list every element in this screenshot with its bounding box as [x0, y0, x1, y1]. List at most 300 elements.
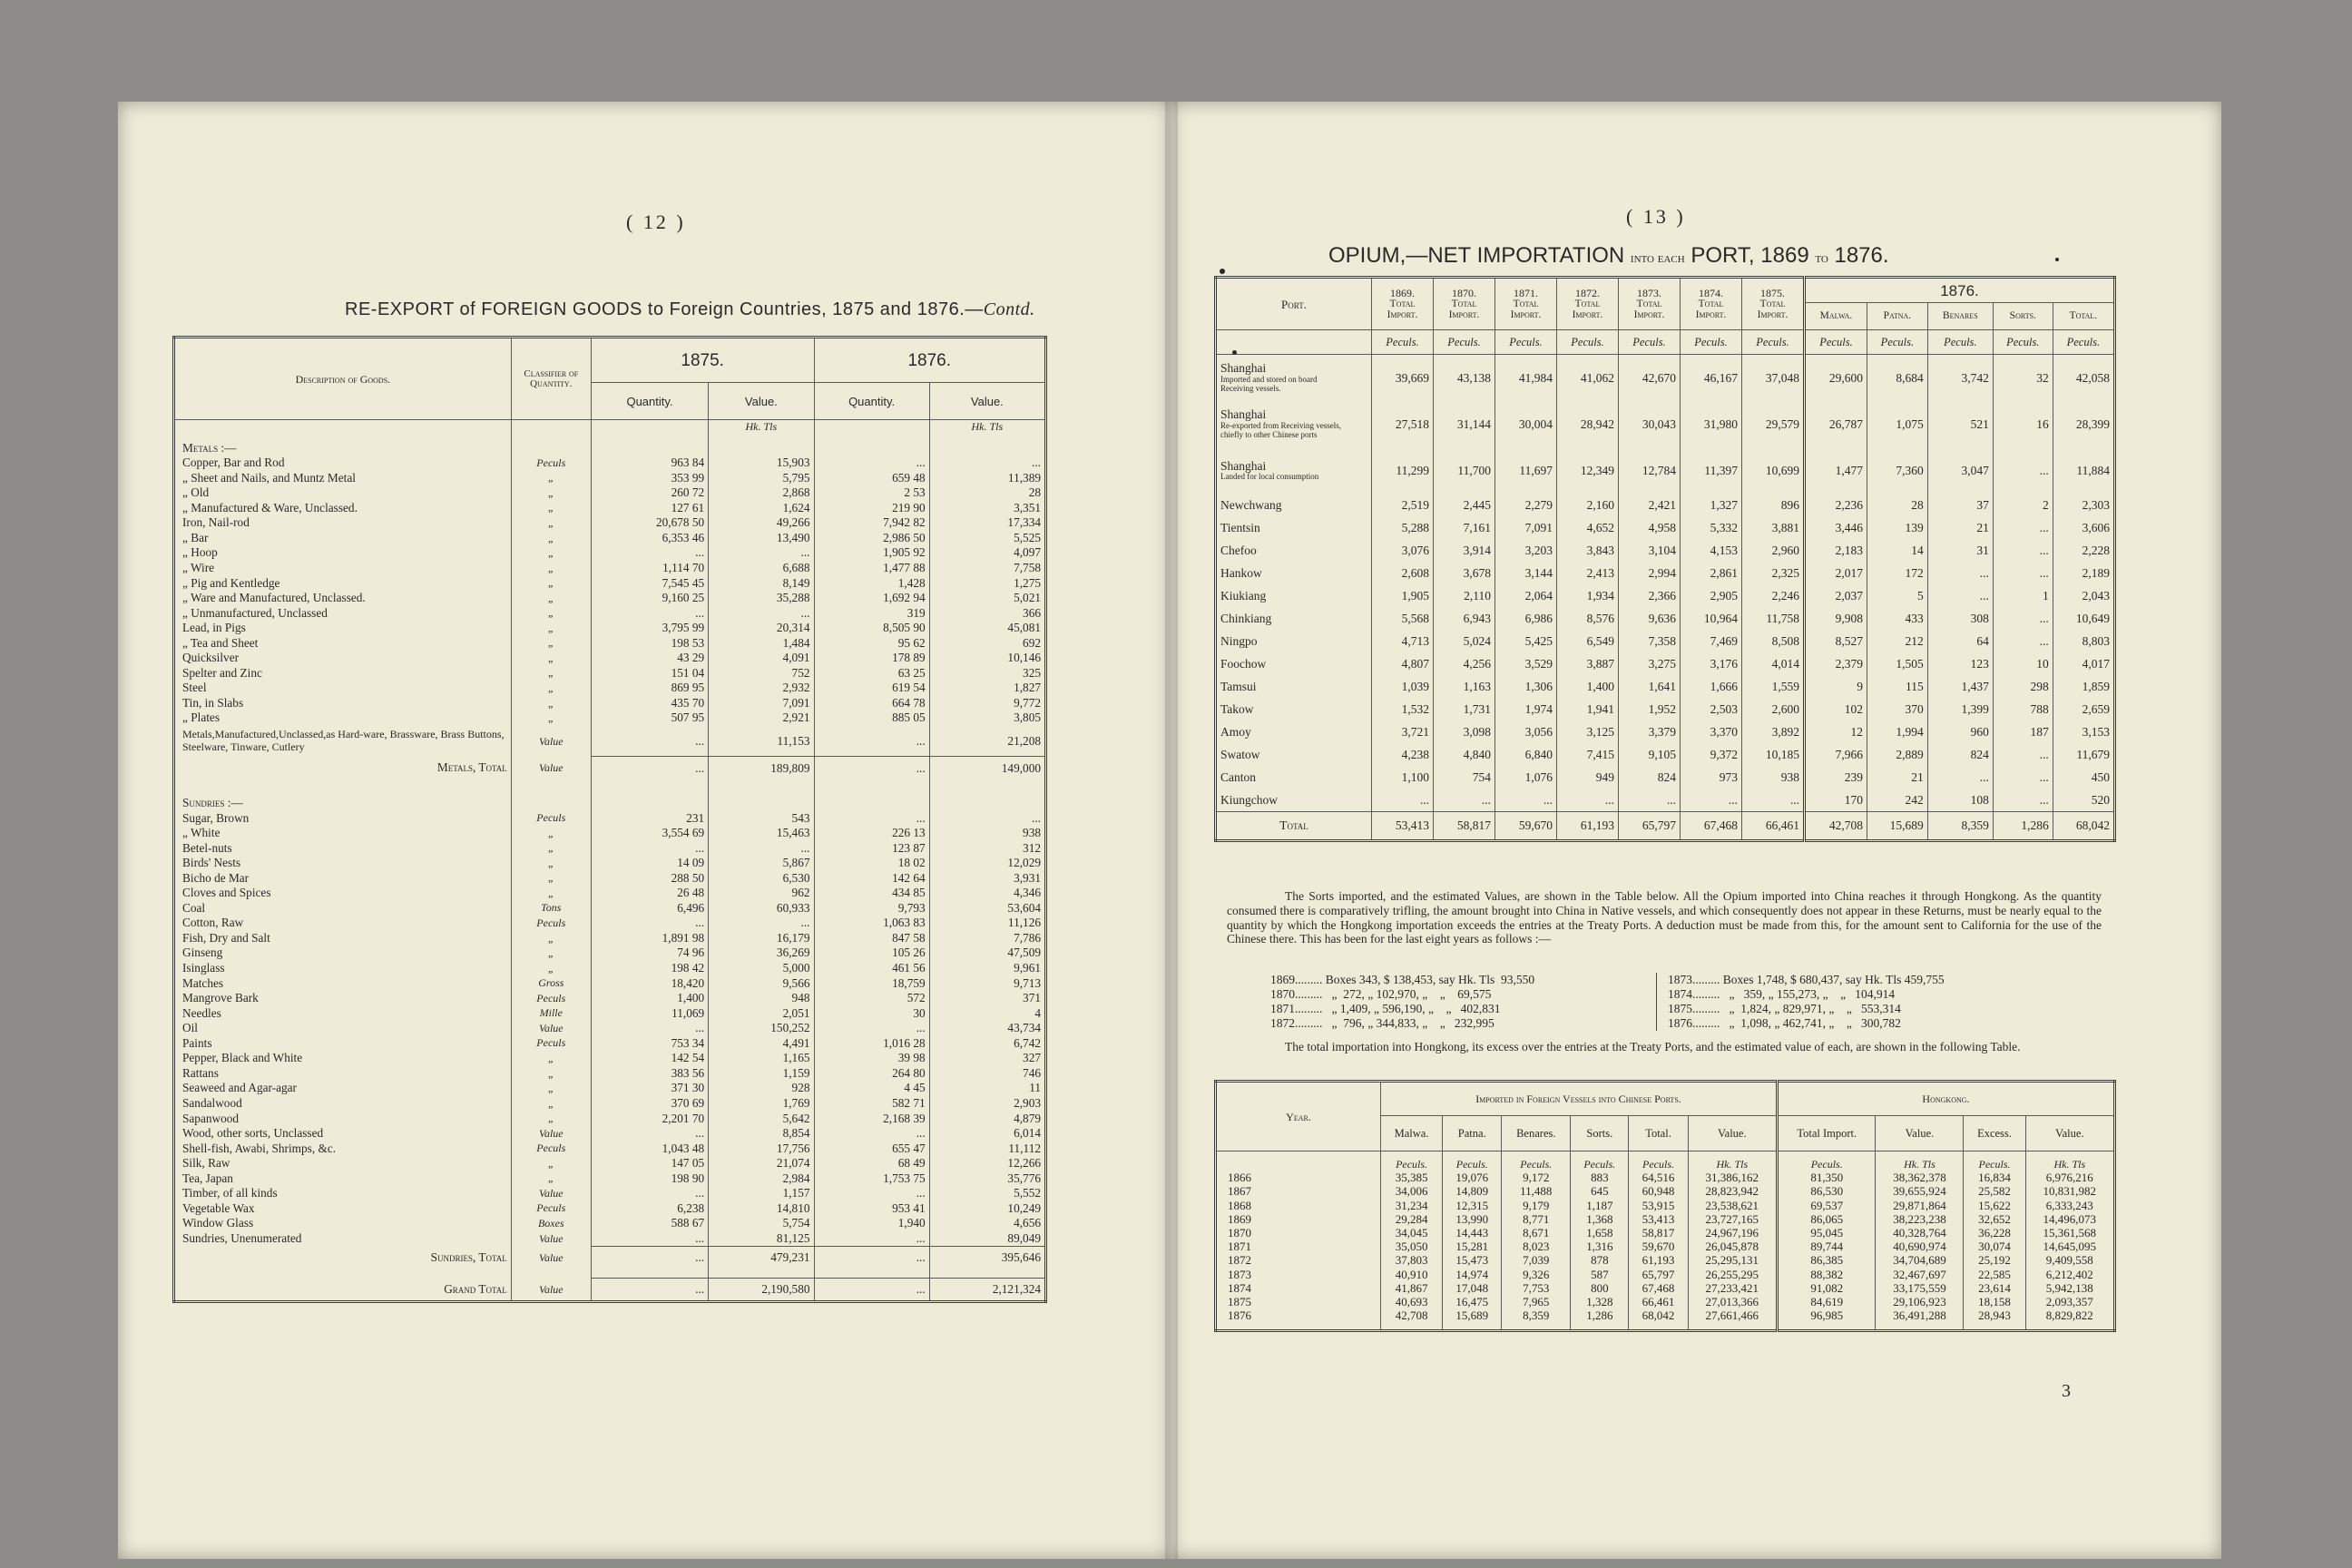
port-value: 1,731 [1434, 698, 1495, 720]
port-name-cell [1216, 562, 1372, 584]
sub-header-imported-2: Benares. [1502, 1116, 1571, 1152]
table-row [1216, 1199, 2115, 1212]
port-value: 450 [2053, 766, 2114, 789]
row-classifier: Value [511, 757, 591, 779]
units-row [1216, 1152, 2115, 1171]
row-qty-1875: 6,238 [591, 1200, 708, 1216]
row-val-1876: 21,208 [929, 725, 1045, 757]
port-value: 30,043 [1619, 401, 1681, 447]
port-value: 520 [2053, 789, 2114, 812]
port-value: 115 [1867, 675, 1927, 698]
row-classifier: „ [511, 470, 591, 485]
port-value: 11,697 [1495, 447, 1557, 494]
table-row [174, 1141, 1046, 1156]
port-value: 3,076 [1372, 539, 1434, 562]
port-name-cell [1216, 698, 1372, 720]
port-value: 4,153 [1681, 539, 1742, 562]
spacer-row [174, 779, 1046, 788]
row-val-1875: 5,000 [709, 960, 814, 975]
port-value: 10 [1993, 652, 2053, 675]
year-value: 29,284 [1381, 1212, 1443, 1226]
row-classifier: „ [511, 1081, 591, 1096]
row-description: Spelter and Zinc [182, 665, 262, 680]
row-classifier: „ [511, 695, 591, 710]
hongkong-table [1214, 1080, 2116, 1332]
row-classifier: Peculs [511, 916, 591, 931]
port-name-cell [1216, 516, 1372, 539]
row-val-1876: 6,742 [929, 1035, 1045, 1051]
table-row [1216, 698, 2115, 720]
port-name: Foochow [1220, 656, 1267, 671]
year-value: 1,187 [1571, 1199, 1629, 1212]
port-value: 7,415 [1557, 743, 1619, 766]
port-value: 2,519 [1372, 494, 1434, 516]
row-val-1876: 47,509 [929, 946, 1045, 961]
port-value: 8,508 [1742, 630, 1805, 652]
port-value: 3,843 [1557, 539, 1619, 562]
year-value: 40,328,764 [1876, 1226, 1964, 1240]
port-value: 7,161 [1434, 516, 1495, 539]
row-val-1876: 9,961 [929, 960, 1045, 975]
year-value: 6,976,216 [2025, 1171, 2114, 1184]
row-val-1875: ... [709, 545, 814, 561]
port-name: Ningpo [1220, 633, 1258, 648]
row-val-1875: 2,868 [709, 485, 814, 501]
row-qty-1875: 43 29 [591, 651, 708, 666]
year-value: 7,039 [1502, 1253, 1571, 1267]
row-val-1875: 81,125 [709, 1230, 814, 1246]
port-value: 3,144 [1495, 562, 1557, 584]
year-value: 8,671 [1502, 1226, 1571, 1240]
row-description: Seaweed and Agar-agar [182, 1081, 297, 1095]
row-qty-1876: 63 25 [814, 665, 929, 681]
row-val-1875: 8,149 [709, 575, 814, 591]
table-row [174, 456, 1046, 471]
row-val-1875: 49,266 [709, 515, 814, 531]
table-row [174, 870, 1046, 886]
year-value: 18,158 [1964, 1295, 2025, 1308]
row-description: Grand Total [444, 1281, 507, 1296]
row-qty-1876: 142 64 [814, 870, 929, 886]
header-hongkong-group: Hongkong. [1777, 1082, 2114, 1116]
port-value: 3,153 [2053, 720, 2114, 743]
port-value: 3,104 [1619, 539, 1681, 562]
year-value: 39,655,924 [1876, 1184, 1964, 1198]
port-name: Hankow [1220, 565, 1262, 580]
row-description: „ Old [182, 485, 210, 500]
table-row [1216, 607, 2115, 630]
unit-label: Peculs. [1372, 330, 1434, 355]
row-val-1876: 366 [929, 605, 1045, 621]
row-description: Ginseng [182, 946, 223, 960]
units-row [1216, 330, 2115, 355]
port-value: 5,425 [1495, 630, 1557, 652]
title-part-d: to [1815, 251, 1828, 266]
row-qty-1875: 6,496 [591, 900, 708, 916]
book-spine [1165, 102, 1178, 1559]
row-val-1876: 11,389 [929, 470, 1045, 485]
port-value: 3,275 [1619, 652, 1681, 675]
port-value: 1,076 [1495, 766, 1557, 789]
unit-label: Peculs. [1629, 1152, 1688, 1171]
row-val-1875: 1,159 [709, 1065, 814, 1081]
row-val-1875: 5,754 [709, 1216, 814, 1231]
port-value: 10,699 [1742, 447, 1805, 494]
year-value: 36,491,288 [1876, 1308, 1964, 1322]
row-qty-1876: 1,063 83 [814, 916, 929, 931]
port-value: 1,327 [1681, 494, 1742, 516]
port-value: 2,064 [1495, 584, 1557, 607]
table-row [1216, 1240, 2115, 1253]
row-val-1875: 11,153 [709, 725, 814, 757]
port-value: 4,014 [1742, 652, 1805, 675]
row-description: Tea, Japan [182, 1171, 233, 1185]
port-value: 16 [1993, 401, 2053, 447]
port-value: 3,742 [1927, 355, 1993, 402]
row-qty-1876: 9,793 [814, 900, 929, 916]
year-value: 28,943 [1964, 1308, 2025, 1322]
unit-label: Peculs. [1434, 330, 1495, 355]
row-qty-1876: 572 [814, 991, 929, 1006]
row-val-1875: 2,932 [709, 681, 814, 696]
port-value: 1,994 [1867, 720, 1927, 743]
port-value: 31 [1927, 539, 1993, 562]
row-description: Vegetable Wax [182, 1200, 255, 1215]
year-value: 15,361,568 [2025, 1226, 2114, 1240]
row-description: „ Manufactured & Ware, Unclassed. [182, 500, 358, 514]
header-year-6 [1742, 278, 1805, 330]
row-qty-1876: ... [814, 1125, 929, 1141]
year-value: 32,652 [1964, 1212, 2025, 1226]
year-cell: 1876 [1228, 1308, 1251, 1323]
row-qty-1875: 151 04 [591, 665, 708, 681]
row-qty-1875: 353 99 [591, 470, 708, 485]
port-value: 370 [1867, 698, 1927, 720]
row-qty-1875: ... [591, 1186, 708, 1201]
row-val-1876: 43,734 [929, 1021, 1045, 1036]
row-qty-1875: 198 53 [591, 635, 708, 651]
year-value: 15,689 [1443, 1308, 1502, 1322]
year-label: 1870. [1452, 286, 1476, 299]
print-speck [1232, 350, 1237, 355]
port-value: ... [1993, 743, 2053, 766]
row-qty-1875: 753 34 [591, 1035, 708, 1051]
header-1876: 1876. [1805, 278, 2115, 303]
header-val-1876: Value. [929, 383, 1045, 420]
row-val-1875: 1,165 [709, 1051, 814, 1066]
row-qty-1875: 288 50 [591, 870, 708, 886]
row-qty-1875: 18,420 [591, 975, 708, 991]
table-row [174, 930, 1046, 946]
row-classifier: „ [511, 651, 591, 666]
year-value: 35,385 [1381, 1171, 1443, 1184]
row-qty-1875: 11,069 [591, 1005, 708, 1021]
port-value: 3,047 [1927, 447, 1993, 494]
title-part-e: 1876. [1834, 243, 1889, 268]
year-value: 645 [1571, 1184, 1629, 1198]
table-row [174, 1111, 1046, 1126]
row-val-1876: 312 [929, 840, 1045, 856]
port-value: 4,238 [1372, 743, 1434, 766]
year-value: 25,582 [1964, 1184, 2025, 1198]
table-row [174, 470, 1046, 485]
table-row [174, 975, 1046, 991]
year-value: 1,316 [1571, 1240, 1629, 1253]
row-description: „ Ware and Manufactured, Unclassed. [182, 591, 366, 605]
port-value: 1,974 [1495, 698, 1557, 720]
row-classifier: „ [511, 575, 591, 591]
row-val-1876: 149,000 [929, 757, 1045, 779]
row-qty-1875: ... [591, 757, 708, 779]
table-row [1216, 1184, 2115, 1198]
year-value: 6,212,402 [2025, 1268, 2114, 1281]
port-value: 21 [1867, 766, 1927, 789]
port-value: 2,413 [1557, 562, 1619, 584]
row-qty-1875: ... [591, 1230, 708, 1246]
unit-label: Peculs. [1681, 330, 1742, 355]
row-val-1875: 16,179 [709, 930, 814, 946]
row-qty-1876: 461 56 [814, 960, 929, 975]
row-qty-1875: ... [591, 1021, 708, 1036]
port-value: ... [1434, 789, 1495, 812]
total-value: 68,042 [2053, 812, 2114, 841]
row-val-1875: 20,314 [709, 621, 814, 636]
port-value: ... [1993, 539, 2053, 562]
row-val-1875: 8,854 [709, 1125, 814, 1141]
year-value: 16,834 [1964, 1171, 2025, 1184]
table-row [1216, 355, 2115, 402]
row-val-1875: 1,157 [709, 1186, 814, 1201]
row-val-1875: 2,921 [709, 710, 814, 726]
port-value: 521 [1927, 401, 1993, 447]
row-description: Matches [182, 975, 224, 990]
port-name: Swatow [1220, 747, 1260, 761]
row-val-1875: 1,484 [709, 635, 814, 651]
table-row [174, 886, 1046, 901]
row-qty-1876: 1,428 [814, 575, 929, 591]
table-row [174, 757, 1046, 779]
row-description: Sapanwood [182, 1111, 240, 1125]
row-qty-1875: 1,400 [591, 991, 708, 1006]
port-value: 3,606 [2053, 516, 2114, 539]
port-value: 2,303 [2053, 494, 2114, 516]
port-value: 37,048 [1742, 355, 1805, 402]
row-classifier: Value [511, 1278, 591, 1301]
row-qty-1876: 18 02 [814, 856, 929, 871]
year-value: 1,658 [1571, 1226, 1629, 1240]
row-val-1876: 327 [929, 1051, 1045, 1066]
port-name-cell [1216, 675, 1372, 698]
row-val-1876: 4,879 [929, 1111, 1045, 1126]
header-val-1875: Value. [709, 383, 814, 420]
row-qty-1876: ... [814, 1278, 929, 1301]
row-qty-1876: 18,759 [814, 975, 929, 991]
table-row [174, 1216, 1046, 1231]
title-part-b: into each [1630, 251, 1685, 266]
row-val-1876: 2,121,324 [929, 1278, 1045, 1301]
row-classifier: Peculs [511, 1200, 591, 1216]
header-qty-1876: Quantity. [814, 383, 929, 420]
year-value: 14,974 [1443, 1268, 1502, 1281]
row-description: Paints [182, 1035, 212, 1050]
year-cell: 1871 [1228, 1240, 1251, 1254]
sub-header-imported-1: Patna. [1443, 1116, 1502, 1152]
year-value: 14,496,073 [2025, 1212, 2114, 1226]
row-val-1875: 6,530 [709, 870, 814, 886]
left-title-text: RE-EXPORT of FOREIGN GOODS to Foreign Countries, 1875 and 1876.— [345, 299, 984, 319]
table-row [174, 485, 1046, 501]
row-qty-1875: 2,201 70 [591, 1111, 708, 1126]
port-value: 3,914 [1434, 539, 1495, 562]
unit-label: Peculs. [1381, 1152, 1443, 1171]
port-value: 41,984 [1495, 355, 1557, 402]
header-description: Description of Goods. [174, 338, 512, 420]
row-qty-1876: ... [814, 1230, 929, 1246]
row-description: Copper, Bar and Rod [182, 456, 285, 470]
year-value: 12,315 [1443, 1199, 1502, 1212]
row-qty-1876: 1,477 88 [814, 560, 929, 575]
total-import-label: Total Import. [1448, 298, 1480, 320]
table-row [174, 1156, 1046, 1171]
sub-header-imported-3: Sorts. [1571, 1116, 1629, 1152]
table-row [174, 1051, 1046, 1066]
table-row [1216, 1212, 2115, 1226]
row-classifier: „ [511, 1171, 591, 1186]
port-value: 788 [1993, 698, 2053, 720]
port-value: 6,986 [1495, 607, 1557, 630]
port-name-cell [1216, 494, 1372, 516]
row-qty-1876: 655 47 [814, 1141, 929, 1156]
table-row [1216, 766, 2115, 789]
row-qty-1875: 20,678 50 [591, 515, 708, 531]
port-value: 4,807 [1372, 652, 1434, 675]
row-qty-1876: 226 13 [814, 825, 929, 840]
table-row [174, 840, 1046, 856]
row-val-1876: 9,713 [929, 975, 1045, 991]
row-qty-1876: 1,905 92 [814, 545, 929, 561]
port-value: 14 [1867, 539, 1927, 562]
unit-label: Peculs. [2053, 330, 2114, 355]
row-qty-1875: 383 56 [591, 1065, 708, 1081]
row-val-1875: 752 [709, 665, 814, 681]
port-value: 8,576 [1557, 607, 1619, 630]
row-qty-1875: 435 70 [591, 695, 708, 710]
unit-label: Peculs. [1571, 1152, 1629, 1171]
row-val-1876: 746 [929, 1065, 1045, 1081]
port-value: 1,075 [1867, 401, 1927, 447]
table-row [174, 946, 1046, 961]
port-value: 31,980 [1681, 401, 1742, 447]
year-value: 5,942,138 [2025, 1281, 2114, 1295]
unit-label: Hk. Tls [2025, 1152, 2114, 1171]
port-value: 1,532 [1372, 698, 1434, 720]
row-classifier: „ [511, 1156, 591, 1171]
row-val-1876: 10,249 [929, 1200, 1045, 1216]
total-value: 67,468 [1681, 812, 1742, 841]
row-description: Iron, Nail-rod [182, 515, 250, 530]
row-val-1875: 2,051 [709, 1005, 814, 1021]
year-cell: 1868 [1228, 1198, 1251, 1212]
table-row [174, 651, 1046, 666]
year-value: 38,362,378 [1876, 1171, 1964, 1184]
port-value: 2,861 [1681, 562, 1742, 584]
year-value: 14,645,095 [2025, 1240, 2114, 1253]
row-val-1875: 962 [709, 886, 814, 901]
row-qty-1875: 1,114 70 [591, 560, 708, 575]
port-value: 9,908 [1805, 607, 1867, 630]
row-qty-1876: 664 78 [814, 695, 929, 710]
year-value: 68,042 [1629, 1308, 1688, 1322]
port-value: 4,840 [1434, 743, 1495, 766]
unit-label: Peculs. [1805, 330, 1867, 355]
port-subtitle: Re-exported from Receiving vessels, chiefly to other Chinese ports [1220, 420, 1341, 440]
row-qty-1875: 3,795 99 [591, 621, 708, 636]
row-qty-1875: 3,554 69 [591, 825, 708, 840]
row-qty-1876: 319 [814, 605, 929, 621]
port-value: 3,176 [1681, 652, 1742, 675]
table-row [174, 1171, 1046, 1186]
row-qty-1875: 14 09 [591, 856, 708, 871]
year-value: 34,006 [1381, 1184, 1443, 1198]
row-classifier: Value [511, 1125, 591, 1141]
table-row [174, 1005, 1046, 1021]
table-row [174, 1186, 1046, 1201]
row-qty-1875: 9,160 25 [591, 590, 708, 605]
row-description: Pepper, Black and White [182, 1051, 303, 1065]
row-val-1875: 189,809 [709, 757, 814, 779]
header-1876-2: Benares [1927, 303, 1993, 330]
year-value: 9,172 [1502, 1171, 1571, 1184]
row-description: „ Wire [182, 561, 215, 574]
year-value: 31,386,162 [1688, 1171, 1777, 1184]
row-val-1875: 2,190,580 [709, 1278, 814, 1301]
year-cell: 1869 [1228, 1211, 1251, 1226]
row-val-1876: 12,029 [929, 856, 1045, 871]
port-value: 1,559 [1742, 675, 1805, 698]
row-qty-1875: ... [591, 605, 708, 621]
header-1876-1: Patna. [1867, 303, 1927, 330]
year-value: 8,023 [1502, 1240, 1571, 1253]
port-value: 102 [1805, 698, 1867, 720]
port-name: Tamsui [1220, 679, 1257, 693]
table-row [174, 530, 1046, 545]
row-val-1876: 395,646 [929, 1246, 1045, 1269]
table-row [174, 665, 1046, 681]
paragraph-sorts: The Sorts imported, and the estimated Values, are shown in the Table below. All the Opium imported into China reaches it through Hongkong. As the quantity consumed there is comparatively trifling, the amount brought into China in Native vessels, and which consequently does not appear in these Returns, must be nearly equal to the quantity by which the Hongkong importation exceeds the entries at the Treaty Ports. A deduction must be made from this, for the amount sent to California for the use of the Chinese there. This has been for the last eight years as follows :— [1227, 889, 2102, 946]
table-row [174, 681, 1046, 696]
port-value: 27,518 [1372, 401, 1434, 447]
port-value: 4,713 [1372, 630, 1434, 652]
row-val-1875: 13,490 [709, 530, 814, 545]
print-speck [2055, 258, 2059, 261]
year-value: 33,175,559 [1876, 1281, 1964, 1295]
row-qty-1876: 123 87 [814, 840, 929, 856]
header-year-5 [1681, 278, 1742, 330]
port-value: 6,943 [1434, 607, 1495, 630]
row-description: Fish, Dry and Salt [182, 930, 270, 945]
row-val-1875: 6,688 [709, 560, 814, 575]
spacer-row [174, 1269, 1046, 1279]
left-title-cont: Contd. [983, 299, 1035, 319]
year-value: 1,368 [1571, 1212, 1629, 1226]
row-description: Tin, in Slabs [182, 695, 244, 710]
year-value: 36,228 [1964, 1226, 2025, 1240]
year-value: 26,255,295 [1688, 1268, 1777, 1281]
year-value: 17,048 [1443, 1281, 1502, 1295]
port-value: 1,641 [1619, 675, 1681, 698]
row-classifier: Value [511, 1021, 591, 1036]
year-value: 29,106,923 [1876, 1295, 1964, 1308]
